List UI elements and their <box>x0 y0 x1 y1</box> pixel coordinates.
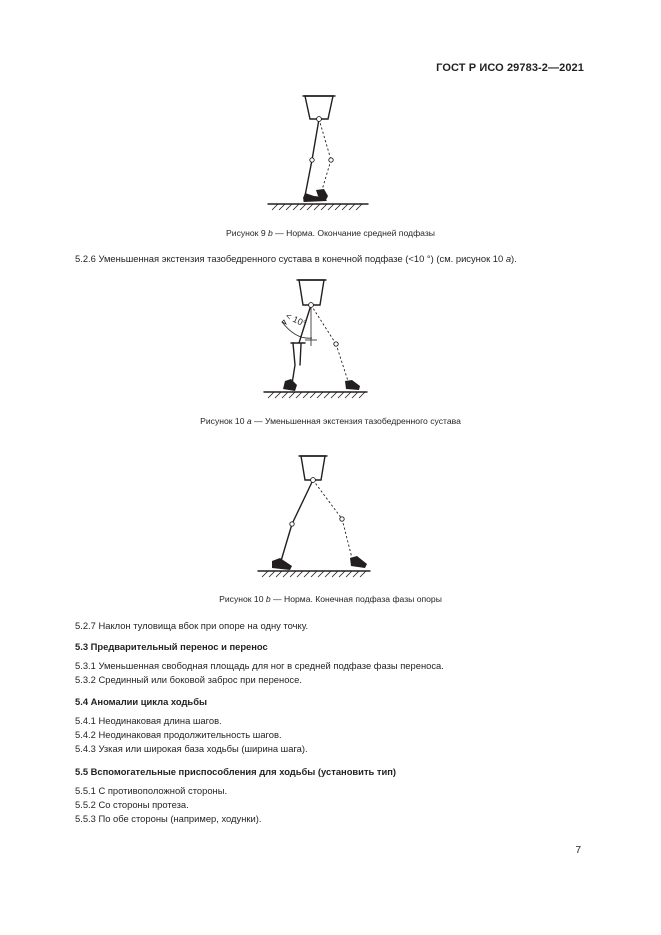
figure-10b-caption: Рисунок 10 b — Норма. Конечная подфаза фазы опоры <box>219 594 442 604</box>
section-5-5-heading: 5.5 Вспомогательные приспособления для ходьбы (установить тип) <box>75 766 397 777</box>
ground-line <box>258 571 370 577</box>
figure-9b-caption: Рисунок 9 b — Норма. Окончание средней подфазы <box>226 228 435 238</box>
list-item: 5.5.2 Со стороны протеза. <box>75 799 189 810</box>
foot-icon <box>272 556 367 570</box>
list-item: 5.3.2 Срединный или боковой заброс при переносе. <box>75 674 302 685</box>
page-number: 7 <box>575 845 581 856</box>
list-item: 5.4.3 Узкая или широкая база ходьбы (ширина шага). <box>75 743 308 754</box>
figure-10a-caption: Рисунок 10 a — Уменьшенная экстензия тазобедренного сустава <box>200 416 461 426</box>
paragraph-5-2-7: 5.2.7 Наклон туловища вбок при опоре на одну точку. <box>75 620 309 631</box>
list-item: 5.5.1 С противоположной стороны. <box>75 785 228 796</box>
list-item: 5.5.3 По обе стороны (например, ходунки). <box>75 813 262 824</box>
list-item: 5.4.1 Неодинаковая длина шагов. <box>75 715 222 726</box>
angle-label: < 10° <box>284 310 308 329</box>
section-5-3-heading: 5.3 Предварительный перенос и перенос <box>75 641 268 652</box>
list-item: 5.3.1 Уменьшенная свободная площадь для ног в средней подфазе фазы переноса. <box>75 660 444 671</box>
list-item: 5.4.2 Неодинаковая продолжительность шагов. <box>75 729 282 740</box>
section-5-4-heading: 5.4 Аномалии цикла ходьбы <box>75 696 207 707</box>
pelvis-icon <box>299 456 327 480</box>
document-standard-id: ГОСТ Р ИСО 29783-2—2021 <box>436 62 584 74</box>
paragraph-5-2-6: 5.2.6 Уменьшенная экстензия тазобедренного сустава в конечной подфазе (<10 °) (см. рисунок 10 a). <box>75 253 517 264</box>
